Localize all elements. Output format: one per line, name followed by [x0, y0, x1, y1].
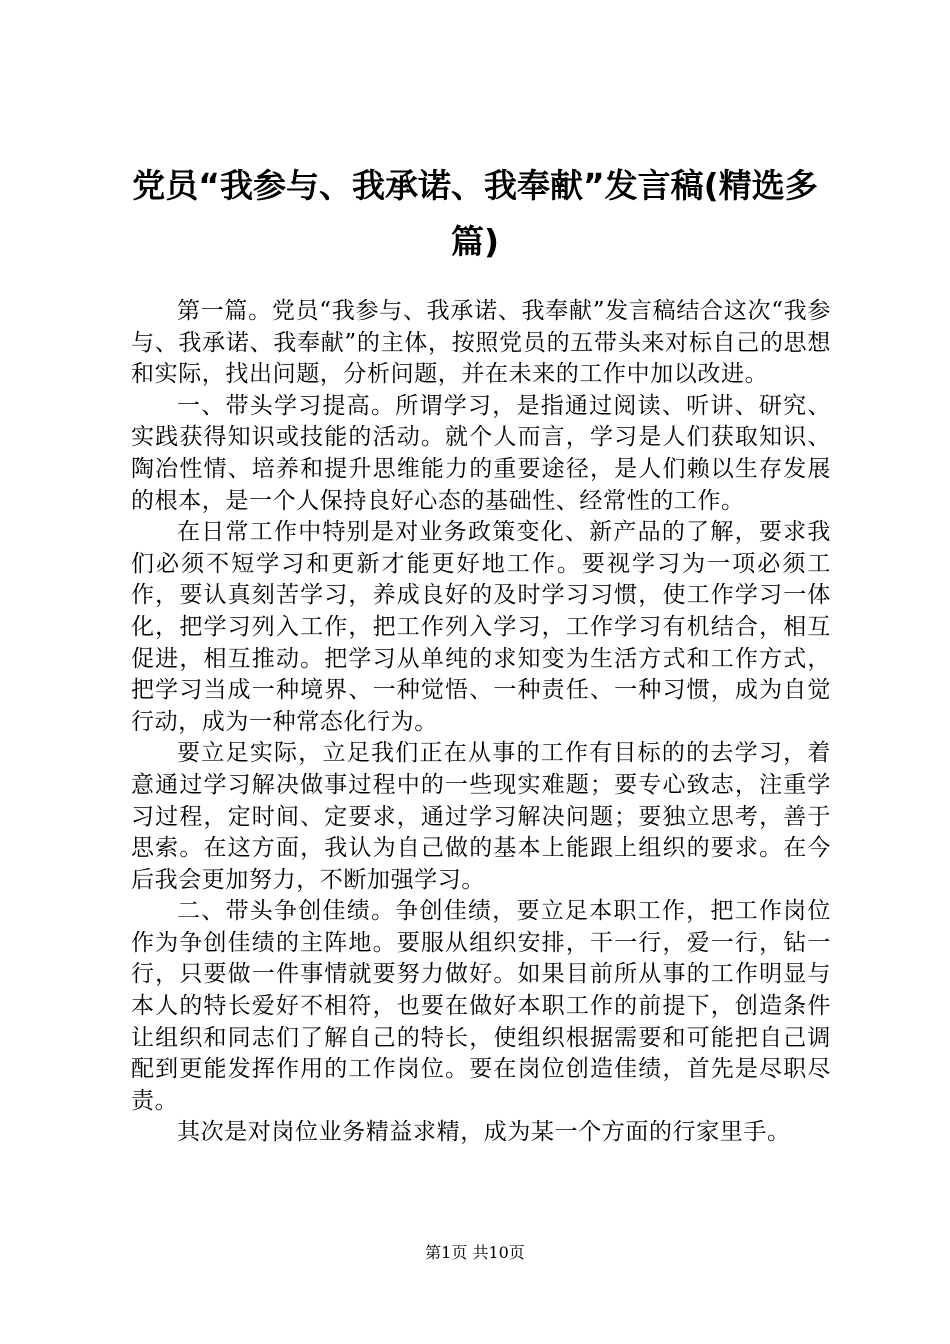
paragraph-4: 要立足实际，立足我们正在从事的工作有目标的的去学习，着意通过学习解决做事过程中的一些现实难题；要专心致志，注重学习过程，定时间、定要求，通过学习解决问题；要独立思考，善于思索。在这方面，我认为自己做的基本上能跟上组织的要求。在今后我会更加努力，不断加强学习。: [131, 740, 831, 893]
paragraph-2: 一、带头学习提高。所谓学习，是指通过阅读、听讲、研究、实践获得知识或技能的活动。就个人而言，学习是人们获取知识、陶冶性情、培养和提升思维能力的重要途径，是人们赖以生存发展的根本，是一个人保持良好心态的基础性、经常性的工作。: [131, 392, 831, 514]
paragraph-6: 其次是对岗位业务精益求精，成为某一个方面的行家里手。: [177, 1119, 791, 1146]
document-title: 党员“我参与、我承诺、我奉献”发言稿(精选多篇): [132, 166, 818, 261]
paragraph-5: 二、带头争创佳绩。争创佳绩，要立足本职工作，把工作岗位作为争创佳绩的主阵地。要服从组织安排，干一行，爱一行，钻一行，只要做一件事情就要努力做好。如果目前所从事的工作明显与本人的特长爱好不相符，也要在做好本职工作的前提下，创造条件让组织和同志们了解自己的特长，使组织根据需要和可能把自己调配到更能发挥作用的工作岗位。要在岗位创造佳绩，首先是尽职尽责。: [131, 898, 831, 1114]
paragraph-1: 第一篇。党员“我参与、我承诺、我奉献”发言稿结合这次“我参与、我承诺、我奉献”的主体，按照党员的五带头来对标自己的思想和实际，找出问题，分析问题，并在未来的工作中加以改进。: [131, 298, 831, 388]
document-body: [131, 296, 831, 1149]
paragraph-3: 在日常工作中特别是对业务政策变化、新产品的了解，要求我们必须不短学习和更新才能更好地工作。要视学习为一项必须工作，要认真刻苦学习，养成良好的及时学习习惯，使工作学习一体化，把学习列入工作，把工作列入学习，工作学习有机结合，相互促进，相互推动。把学习从单纯的求知变为生活方式和工作方式，把学习当成一种境界、一种觉悟、一种责任、一种习惯，成为自觉行动，成为一种常态化行为。: [131, 519, 831, 735]
page-footer: 第1页 共10页: [425, 1243, 525, 1262]
